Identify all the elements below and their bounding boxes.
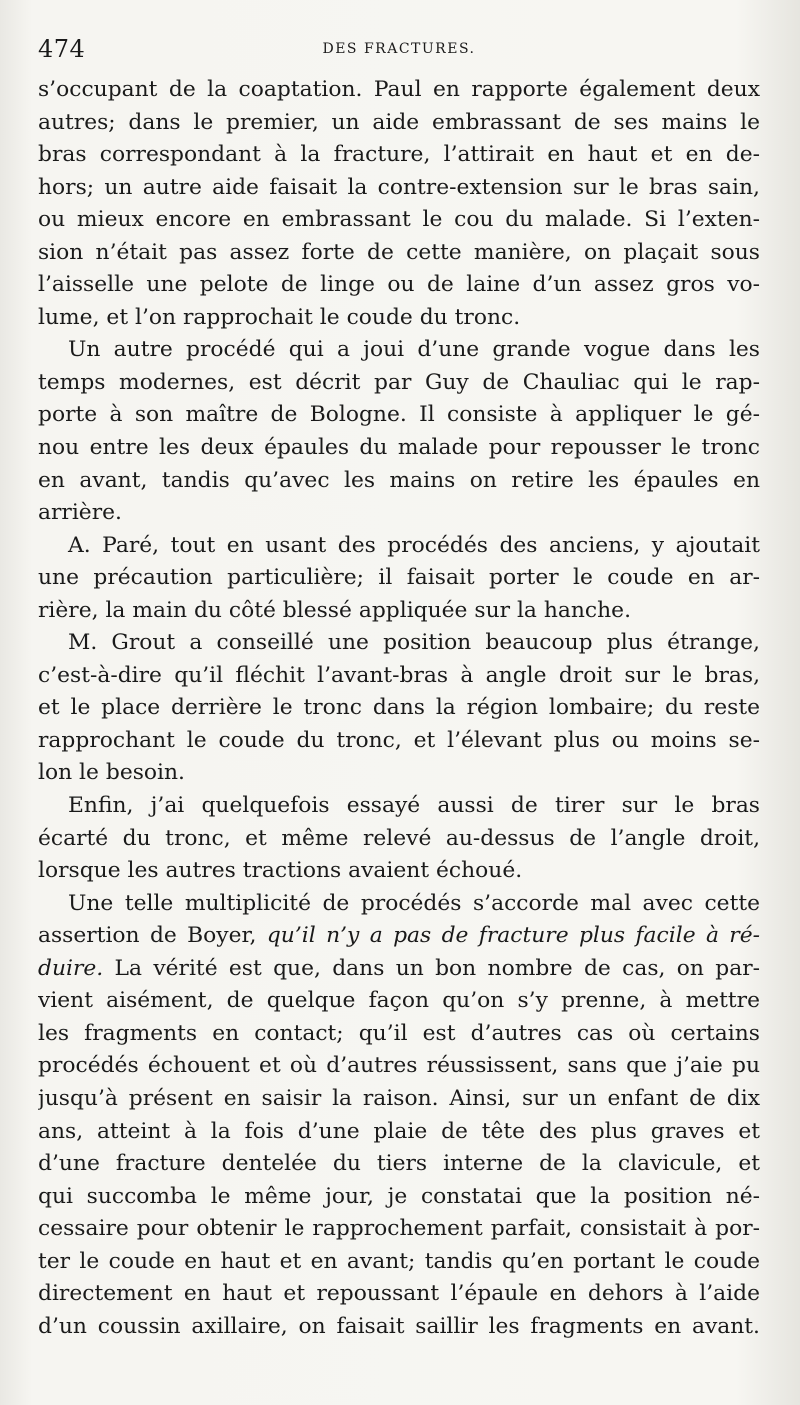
line-text: bras correspondant à la fracture, l’attirait en haut et en de- [38, 142, 760, 168]
text-line [38, 139, 760, 172]
line-text: rière, la main du côté blessé appliquée sur la hanche. [38, 597, 631, 623]
page-header [38, 34, 760, 64]
text-line [38, 399, 760, 432]
line-text: autres; dans le premier, un aide embrassant de ses mains le [38, 109, 760, 135]
text-line [38, 74, 760, 107]
line-text: directement en haut et repoussant l’épaule en dehors à l’aide [38, 1281, 760, 1307]
line-text: nou entre les deux épaules du malade pour repousser le tronc [38, 435, 760, 461]
line-text: A. Paré, tout en usant des procédés des anciens, y ajoutait [68, 532, 760, 558]
text-line [38, 1083, 760, 1116]
text-line [38, 627, 760, 660]
text-line [38, 432, 760, 465]
text-line [38, 107, 760, 140]
line-text: arrière. [38, 500, 122, 526]
line-text: sion n’était pas assez forte de cette manière, on plaçait sous [38, 239, 760, 265]
text-line [38, 920, 760, 953]
line-text: temps modernes, est décrit par Guy de Chauliac qui le rap- [38, 369, 760, 395]
italic-text: duire. [38, 955, 104, 981]
text-line [38, 269, 760, 302]
line-text: Enfin, j’ai quelquefois essayé aussi de tirer sur le bras [68, 793, 760, 819]
text-line [38, 367, 760, 400]
line-text: s’occupant de la coaptation. Paul en rapporte également deux [38, 77, 760, 102]
text-line [38, 237, 760, 270]
line-text: une précaution particulière; il faisait porter le coude en ar- [38, 565, 760, 591]
text-line [38, 1050, 760, 1083]
line-text: ans, atteint à la fois d’une plaie de tête des plus graves et [38, 1118, 760, 1144]
line-text: lon le besoin. [38, 760, 185, 786]
running-head: DES FRACTURES. [322, 41, 476, 57]
text-line [38, 1116, 760, 1149]
text-line [38, 1278, 760, 1311]
text-line [38, 1181, 760, 1214]
line-text: ter le coude en haut et en avant; tandis qu’en portant le coude [38, 1248, 760, 1274]
line-text: procédés échouent et où d’autres réussissent, sans que j’aie pu [38, 1053, 760, 1079]
text-line [38, 1246, 760, 1279]
line-text: assertion de Boyer, [38, 923, 267, 949]
text-line [38, 1311, 760, 1344]
line-text: ou mieux encore en embrassant le cou du malade. Si l’exten- [38, 207, 760, 233]
line-text: Un autre procédé qui a joui d’une grande vogue dans les [68, 337, 760, 363]
text-line [38, 465, 760, 498]
text-line [38, 595, 760, 628]
page-number: 474 [38, 35, 86, 63]
line-text: vient aisément, de quelque façon qu’on s’y prenne, à mettre [38, 988, 760, 1014]
text-line [38, 172, 760, 205]
text-line [38, 660, 760, 693]
text-line [38, 302, 760, 335]
line-text: écarté du tronc, et même relevé au-dessus de l’angle droit, [38, 825, 760, 851]
text-line [38, 204, 760, 237]
text-line [38, 757, 760, 790]
text-line [38, 1148, 760, 1181]
line-text: cessaire pour obtenir le rapprochement parfait, consistait à por- [38, 1216, 760, 1242]
text-line [38, 855, 760, 888]
text-line [38, 1213, 760, 1246]
line-text: en avant, tandis qu’avec les mains on retire les épaules en [38, 467, 760, 493]
line-text: qui succomba le même jour, je constatai que la position né- [38, 1183, 760, 1209]
text-line [38, 888, 760, 921]
line-text: l’aisselle une pelote de linge ou de laine d’un assez gros vo- [38, 272, 760, 298]
line-text: d’une fracture dentelée du tiers interne de la clavicule, et [38, 1151, 760, 1177]
text-line [38, 692, 760, 725]
line-text: jusqu’à présent en saisir la raison. Ainsi, sur un enfant de dix [38, 1085, 760, 1111]
text-line [38, 562, 760, 595]
text-line [38, 985, 760, 1018]
line-text: M. Grout a conseillé une position beaucoup plus étrange, [68, 630, 760, 656]
text-line [38, 823, 760, 856]
line-text: d’un coussin axillaire, on faisait saillir les fragments en avant. [38, 1313, 760, 1339]
text-line [38, 953, 760, 986]
line-text: Une telle multiplicité de procédés s’accorde mal avec cette [68, 890, 760, 916]
line-text: lume, et l’on rapprochait le coude du tronc. [38, 304, 521, 330]
line-text: c’est-à-dire qu’il fléchit l’avant-bras à angle droit sur le bras, [38, 662, 760, 688]
line-text: les fragments en contact; qu’il est d’autres cas où certains [38, 1020, 760, 1046]
line-text: lorsque les autres tractions avaient échoué. [38, 858, 523, 884]
italic-text: qu’il n’y a pas de fracture plus facile à ré- [266, 923, 760, 949]
text-line [38, 725, 760, 758]
text-line [38, 334, 760, 367]
body-text [38, 74, 760, 1343]
text-line [38, 1018, 760, 1051]
line-text: porte à son maître de Bologne. Il consiste à appliquer le gé- [38, 402, 760, 428]
line-text: et le place derrière le tronc dans la région lombaire; du reste [38, 695, 760, 721]
text-line [38, 530, 760, 563]
text-line [38, 790, 760, 823]
line-text: hors; un autre aide faisait la contre-extension sur le bras sain, [38, 174, 760, 200]
line-text: rapprochant le coude du tronc, et l’élevant plus ou moins se- [38, 727, 760, 753]
line-text: La vérité est que, dans un bon nombre de cas, on par- [103, 955, 760, 981]
text-line [38, 497, 760, 530]
